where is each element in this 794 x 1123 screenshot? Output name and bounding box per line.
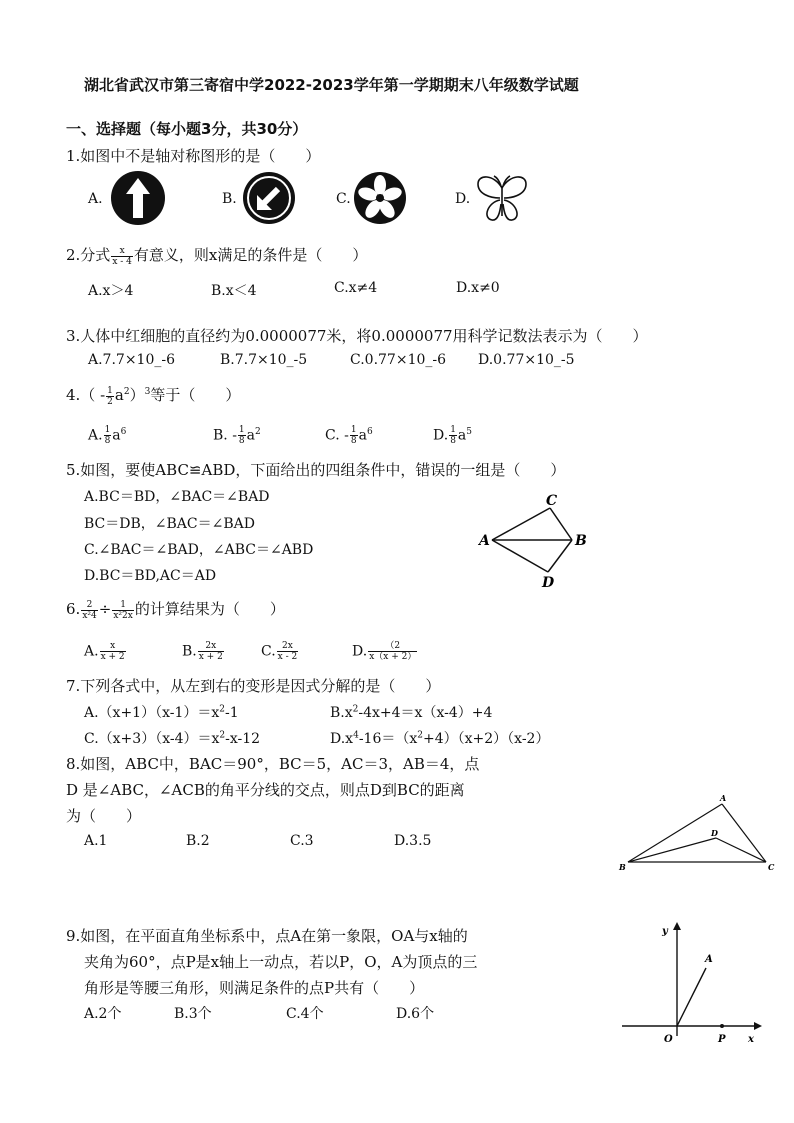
q6-option-a-numerator: x [100, 641, 126, 652]
q8-label-d: D [711, 828, 718, 838]
q4-inner-exponent: 2 [123, 387, 130, 397]
q4-option-d-label: D. [433, 427, 449, 444]
q6-option-b-numerator: 2x [198, 641, 224, 652]
question-1-stem: 1.如图中不是轴对称图形的是（ ） [66, 147, 321, 165]
q2-option-d: D.x≠0 [456, 280, 500, 296]
q2-fraction [111, 246, 133, 267]
q9-option-c: C.4个 [286, 1006, 324, 1022]
q6-fraction-2-denominator: x²2x [113, 610, 133, 621]
q6-option-d-numerator: （2 [368, 641, 417, 652]
q5-segment-db [548, 540, 572, 572]
q5-segment-cb [550, 508, 572, 540]
q6-option-d-denominator: x（x + 2） [369, 652, 417, 662]
q6-option-b-label: B. [182, 643, 197, 660]
q8-segment-bd [628, 838, 716, 862]
q8-segment-ac [722, 804, 766, 862]
q7-option-b-exponent: 2 [352, 704, 359, 715]
question-4-stem [66, 384, 240, 407]
q8-label-b: B [619, 862, 626, 872]
q8-segment-ba [628, 804, 722, 862]
q6-option-c-numerator: 2x [277, 641, 299, 652]
q2-fraction-denominator: x - 4 [112, 256, 132, 267]
q1-option-c-label: C. [336, 191, 351, 207]
q3-option-d: D.0.77×10_-5 [478, 352, 575, 368]
q4-suffix: 等于（ ） [150, 386, 241, 404]
q4-option-d-denominator: 8 [450, 436, 456, 446]
q7-option-d-exponent-2: 2 [417, 730, 423, 741]
q6-option-d-fraction [368, 641, 417, 662]
q2-option-b: B.x＜4 [211, 283, 257, 299]
q6-option-a [84, 641, 127, 662]
q5-option-c: C.∠BAC＝∠BAD，∠ABC＝∠ABD [84, 542, 314, 558]
q4-option-b-base: a [246, 427, 256, 444]
q4-outer-paren: ） [129, 386, 145, 404]
q4-option-b [213, 425, 261, 446]
question-8-line-1: 8.如图，ABC中，BAC＝90°，BC＝5，AC＝3，AB＝4，点 [66, 755, 480, 773]
question-6-stem [66, 598, 285, 621]
q4-base: a [114, 386, 124, 404]
q8-label-a: A [720, 793, 727, 803]
q8-option-b: B.2 [186, 833, 210, 849]
q2-option-c: C.x≠4 [334, 280, 378, 296]
q7-option-c [84, 728, 260, 748]
q4-option-c-label: C. - [325, 427, 349, 444]
q4-option-d-exponent: 5 [466, 426, 473, 437]
q9-label-p: P [718, 1034, 726, 1045]
q6-option-b-fraction [198, 641, 224, 662]
q4-fraction [106, 386, 114, 407]
q6-option-a-denominator: x + 2 [100, 652, 125, 662]
q6-prefix: 6. [66, 600, 81, 618]
q1-option-c-bauhinia-flower-icon [353, 171, 407, 225]
q4-option-c-numerator: 1 [350, 425, 357, 435]
q6-operator: ÷ [98, 600, 112, 618]
q5-segment-ad [492, 540, 548, 572]
q9-option-a: A.2个 [84, 1006, 122, 1022]
q4-fraction-denominator: 2 [107, 396, 113, 407]
q6-option-c-label: C. [261, 643, 276, 660]
question-2-stem [66, 244, 367, 267]
q9-option-d: D.6个 [396, 1006, 435, 1022]
q4-prefix: 4.（ - [66, 386, 106, 404]
q2-option-a: A.x＞4 [88, 283, 134, 299]
q4-option-b-exponent: 2 [255, 426, 261, 437]
q4-option-a-base: a [112, 427, 121, 444]
question-7-stem: 7.下列各式中，从左到右的变形是因式分解的是（ ） [66, 677, 441, 695]
q5-option-d: D.BC＝BD,AC＝AD [84, 568, 217, 584]
q9-label-a: A [705, 954, 713, 965]
q4-option-c-exponent: 6 [366, 426, 373, 437]
q8-option-d: D.3.5 [394, 833, 432, 849]
q4-option-d-fraction [449, 425, 457, 446]
q1-option-b-diagonal-arrow-sign-icon [242, 171, 296, 225]
q4-option-c [325, 425, 373, 446]
q9-label-o: O [664, 1034, 673, 1045]
q8-figure-triangle [614, 790, 784, 876]
q8-option-c: C.3 [290, 833, 314, 849]
q5-label-c: C [546, 493, 558, 509]
q4-fraction-numerator: 1 [107, 385, 113, 396]
q7-option-d-mid: -16＝（x [358, 731, 418, 747]
q9-segment-oa [677, 968, 706, 1026]
q7-option-c-post: -x-12 [225, 731, 261, 747]
q6-suffix: 的计算结果为（ ） [134, 600, 285, 618]
question-9-line-2: 夹角为60°，点P是x轴上一动点，若以P，O，A为顶点的三 [84, 953, 478, 971]
q2-prefix: 2.分式 [66, 246, 111, 264]
q4-option-a-label: A. [88, 427, 103, 444]
q5-option-a: A.BC＝BD，∠BAC＝∠BAD [84, 489, 270, 505]
q4-option-a-exponent: 6 [120, 426, 127, 437]
q5-label-d: D [542, 575, 555, 591]
q7-option-d [330, 728, 549, 748]
q6-fraction-1 [81, 600, 97, 621]
q3-option-c: C.0.77×10_-6 [350, 352, 447, 368]
q3-option-a: A.7.7×10_-6 [88, 352, 176, 368]
q4-option-b-label: B. - [213, 427, 237, 444]
q5-label-b: B [575, 533, 587, 549]
q4-option-d [433, 425, 472, 446]
q4-outer-exponent: 3 [144, 387, 151, 397]
q8-option-a: A.1 [84, 833, 108, 849]
q9-point-p [720, 1024, 724, 1028]
q7-option-b [330, 702, 492, 722]
q6-option-c-fraction [277, 641, 299, 662]
q7-option-d-exponent: 4 [353, 730, 359, 741]
section-heading: 一、选择题（每小题3分，共30分） [66, 120, 308, 138]
q7-option-d-post: +4）（x+2）（x-2） [423, 731, 550, 747]
q6-option-b [182, 641, 225, 662]
question-9-line-1: 9.如图，在平面直角坐标系中，点A在第一象限，OA与x轴的 [66, 927, 468, 945]
q6-fraction-1-denominator: x²4 [82, 610, 97, 621]
q4-option-d-base: a [457, 427, 467, 444]
q4-option-b-numerator: 1 [238, 425, 245, 435]
q5-figure-quadrilateral [474, 488, 594, 592]
q6-option-c-denominator: x - 2 [277, 652, 298, 662]
q6-option-d [352, 641, 418, 662]
q4-option-a [88, 425, 126, 446]
q7-option-c-exponent: 2 [219, 730, 226, 741]
question-3-stem: 3.人体中红细胞的直径约为0.0000077米，将0.0000077用科学记数法表示为（ ） [66, 327, 648, 345]
q2-fraction-numerator: x [111, 246, 133, 257]
q1-option-d-label: D. [455, 191, 471, 207]
q9-x-axis-arrow-icon [754, 1022, 762, 1030]
q7-option-b-post: -4x+4＝x（x-4）+4 [358, 705, 493, 721]
q9-label-x: x [748, 1034, 754, 1045]
q9-label-y: y [662, 926, 668, 937]
q4-option-c-denominator: 8 [350, 436, 357, 446]
q3-option-b: B.7.7×10_-5 [220, 352, 308, 368]
q4-option-b-fraction [238, 425, 246, 446]
q6-option-a-label: A. [84, 643, 99, 660]
question-8-line-2: D 是∠ABC，∠ACB的角平分线的交点，则点D到BC的距离 [66, 781, 465, 799]
q8-label-c: C [768, 862, 775, 872]
q6-option-c [261, 641, 299, 662]
q7-option-c-pre: C.（x+3）（x-4）＝x [84, 731, 220, 747]
q5-segment-ac [492, 508, 550, 540]
question-5-stem: 5.如图，要使ABC≌ABD，下面给出的四组条件中，错误的一组是（ ） [66, 461, 566, 479]
q6-fraction-2-numerator: 1 [112, 600, 134, 611]
q4-option-d-numerator: 1 [450, 425, 456, 435]
q5-option-b: BC＝DB，∠BAC＝∠BAD [84, 516, 255, 532]
q4-option-a-denominator: 8 [104, 436, 111, 446]
q2-suffix: 有意义，则x满足的条件是（ ） [133, 246, 368, 264]
q4-option-a-numerator: 1 [104, 425, 111, 435]
q4-option-a-fraction [104, 425, 112, 446]
q7-option-d-pre: D.x [330, 731, 354, 747]
q7-option-b-pre: B.x [330, 705, 353, 721]
q6-option-a-fraction [100, 641, 126, 662]
q4-option-b-denominator: 8 [238, 436, 245, 446]
q9-option-b: B.3个 [174, 1006, 212, 1022]
q1-option-b-label: B. [222, 191, 237, 207]
q7-option-a-exponent: 2 [219, 704, 226, 715]
q7-option-a-post: -1 [225, 705, 239, 721]
page-title: 湖北省武汉市第三寄宿中学2022-2023学年第一学期期末八年级数学试题 [84, 76, 579, 94]
question-8-line-3: 为（ ） [66, 807, 142, 825]
q6-fraction-2 [112, 600, 134, 621]
q1-option-a-label: A. [88, 191, 103, 207]
q9-figure-coordinate-plane [618, 918, 768, 1048]
q4-option-c-base: a [358, 427, 367, 444]
q1-option-a-up-arrow-sign-icon [110, 170, 166, 226]
q1-option-d-butterfly-icon [472, 172, 532, 224]
q7-option-a [84, 702, 239, 722]
q6-fraction-1-numerator: 2 [81, 600, 97, 611]
q9-y-axis-arrow-icon [673, 922, 681, 930]
q7-option-a-pre: A.（x+1）（x-1）＝x [84, 705, 220, 721]
q6-option-d-label: D. [352, 643, 368, 660]
q4-option-c-fraction [350, 425, 358, 446]
q8-segment-dc [716, 838, 766, 862]
question-9-line-3: 角形是等腰三角形，则满足条件的点P共有（ ） [84, 979, 425, 997]
q5-label-a: A [479, 533, 490, 549]
q6-option-b-denominator: x + 2 [198, 652, 223, 662]
